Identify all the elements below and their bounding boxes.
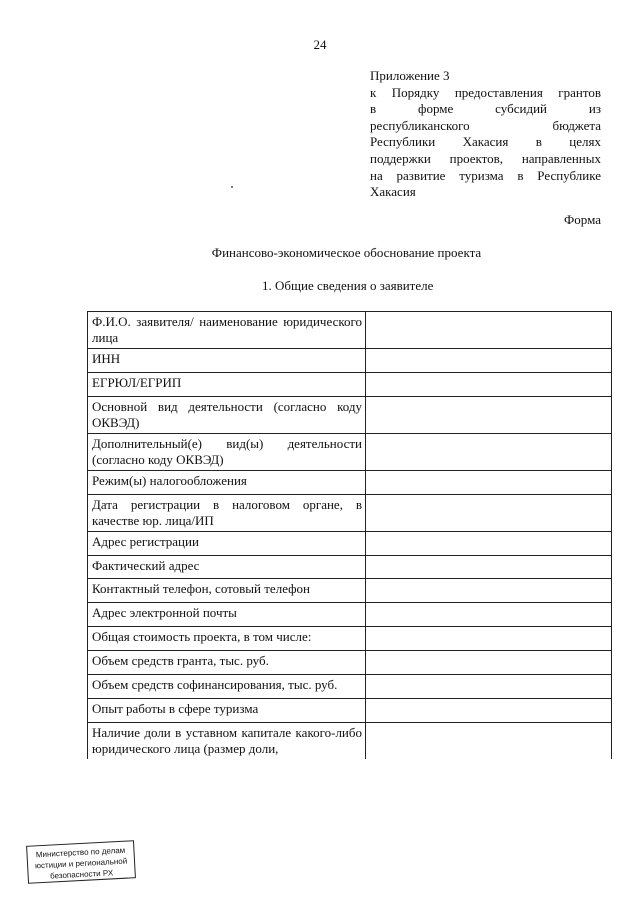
stamp-line: безопасности РХ	[49, 868, 114, 881]
table-row	[88, 675, 612, 699]
row-value-field[interactable]	[366, 397, 612, 434]
appendix-line: к Порядку предоставления грантов	[370, 84, 601, 100]
table-row	[88, 397, 612, 434]
row-value-field[interactable]	[366, 312, 612, 349]
row-value-field[interactable]	[366, 434, 612, 471]
stamp-line: юстиции и региональной	[34, 856, 128, 871]
table-row	[88, 579, 612, 603]
appendix-line: в форме субсидий из	[370, 101, 601, 117]
row-label: Дополнительный(е) вид(ы) деятельности (согласно коду ОКВЭД)	[88, 434, 366, 471]
row-label: Адрес регистрации	[88, 532, 366, 556]
table-row	[88, 627, 612, 651]
page-number: 24	[313, 37, 327, 52]
row-label: Ф.И.О. заявителя/ наименование юридического лица	[88, 312, 366, 349]
row-value-field[interactable]	[366, 603, 612, 627]
row-value-field[interactable]	[366, 495, 612, 532]
row-value-field[interactable]	[366, 349, 612, 373]
appendix-line: Республики Хакасия в целях	[370, 134, 601, 150]
table-row	[88, 532, 612, 556]
table-row	[88, 312, 612, 349]
table-row	[88, 699, 612, 723]
row-label: ИНН	[88, 349, 366, 373]
table-row	[88, 373, 612, 397]
row-label: Общая стоимость проекта, в том числе:	[88, 627, 366, 651]
table-row	[88, 349, 612, 373]
table-row	[88, 556, 612, 579]
stamp-line: Министерство по делам	[35, 845, 126, 860]
row-value-field[interactable]	[366, 627, 612, 651]
row-label: Наличие доли в уставном капитале какого-либо юридического лица (размер доли,	[88, 723, 366, 760]
table-row	[88, 723, 612, 760]
row-label: Основной вид деятельности (согласно коду ОКВЭД)	[88, 397, 366, 434]
table-row	[88, 471, 612, 495]
form-label: Форма	[564, 212, 601, 227]
appendix-line: на развитие туризма в Республике	[370, 167, 601, 183]
row-value-field[interactable]	[366, 532, 612, 556]
row-value-field[interactable]	[366, 556, 612, 579]
row-label: Фактический адрес	[88, 556, 366, 579]
applicant-info-table	[87, 311, 612, 759]
row-label: Адрес электронной почты	[88, 603, 366, 627]
row-value-field[interactable]	[366, 723, 612, 760]
scan-speck	[231, 186, 233, 188]
document-title: Финансово-экономическое обоснование проекта	[211, 245, 482, 260]
appendix-line: Хакасия	[370, 184, 416, 200]
row-value-field[interactable]	[366, 471, 612, 495]
row-label: Режим(ы) налогообложения	[88, 471, 366, 495]
row-label: Дата регистрации в налоговом органе, в качестве юр. лица/ИП	[88, 495, 366, 532]
appendix-line: поддержки проектов, направленных	[370, 150, 601, 166]
row-label: ЕГРЮЛ/ЕГРИП	[88, 373, 366, 397]
row-value-field[interactable]	[366, 373, 612, 397]
row-value-field[interactable]	[366, 651, 612, 675]
row-label: Объем средств гранта, тыс. руб.	[88, 651, 366, 675]
appendix-title: Приложение 3	[370, 68, 450, 83]
row-value-field[interactable]	[366, 699, 612, 723]
appendix-line: республиканского бюджета	[370, 117, 601, 133]
table-row	[88, 495, 612, 532]
table-row	[88, 434, 612, 471]
appendix-header	[370, 68, 601, 201]
section-title: 1. Общие сведения о заявителе	[262, 278, 434, 293]
registration-stamp	[26, 840, 136, 884]
table-row	[88, 603, 612, 627]
row-label: Контактный телефон, сотовый телефон	[88, 579, 366, 603]
row-label: Опыт работы в сфере туризма	[88, 699, 366, 723]
table-row	[88, 651, 612, 675]
row-label: Объем средств софинансирования, тыс. руб.	[88, 675, 366, 699]
row-value-field[interactable]	[366, 675, 612, 699]
row-value-field[interactable]	[366, 579, 612, 603]
